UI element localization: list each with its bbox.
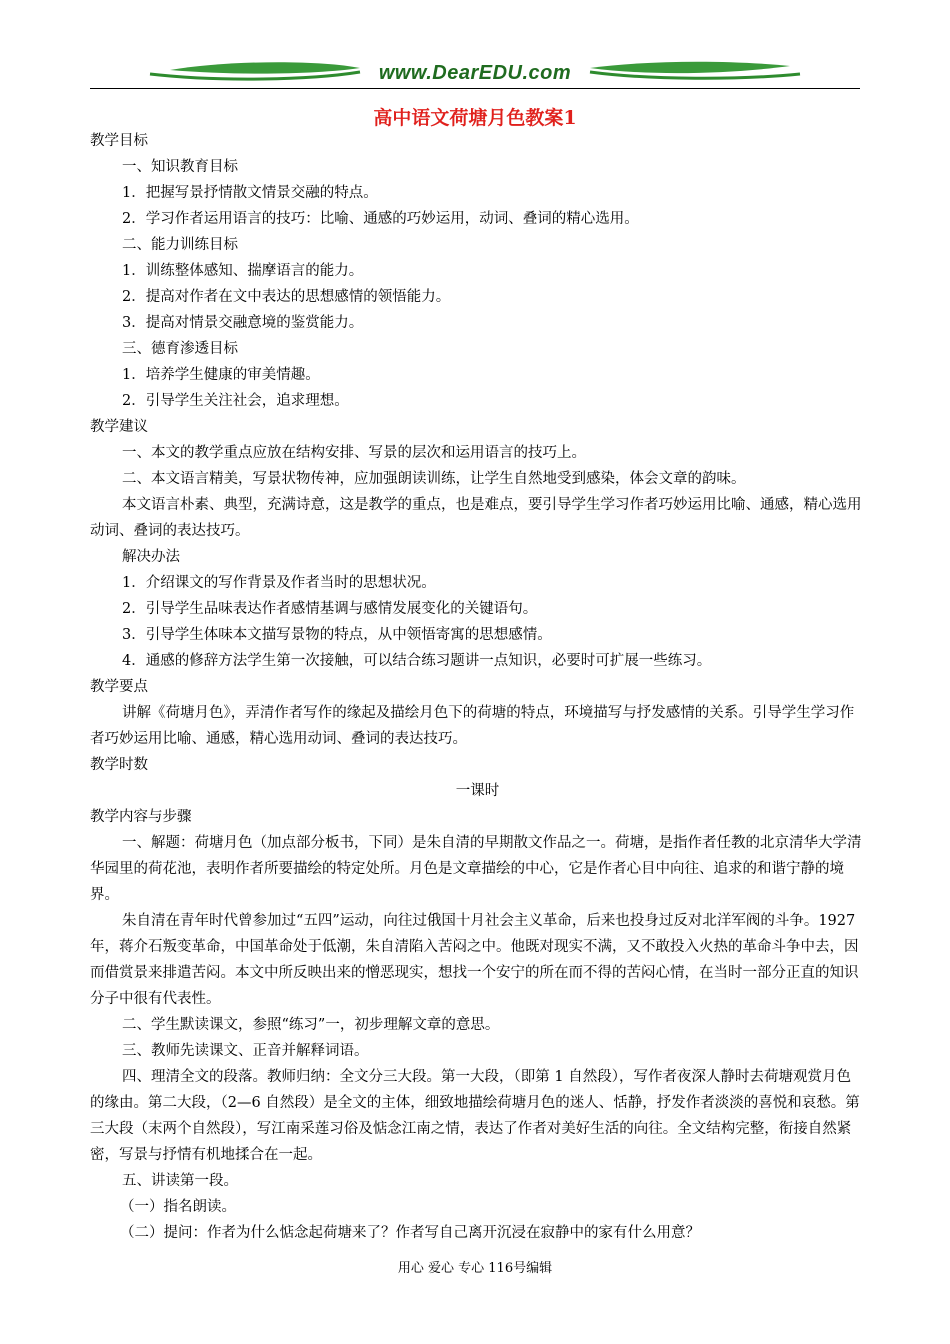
site-url[interactable]: www.DearEDU.com — [378, 62, 572, 84]
list-item: 3．提高对情景交融意境的鉴赏能力。 — [122, 315, 364, 331]
list-item: 2．提高对作者在文中表达的思想感情的领悟能力。 — [122, 289, 451, 305]
header-divider — [90, 88, 860, 89]
list-item: （二）提问：作者为什么惦念起荷塘来了？作者写自己离开沉浸在寂静中的家有什么用意？ — [120, 1225, 700, 1241]
page-title: 高中语文荷塘月色教案1 — [373, 107, 577, 129]
paragraph: 一、本文的教学重点应放在结构安排、写景的层次和运用语言的技巧上。 — [122, 445, 586, 461]
subheading: 一、知识教育目标 — [122, 159, 238, 175]
list-item: 3．引导学生体味本文描写景物的特点，从中领悟寄寓的思想感情。 — [122, 627, 552, 643]
paragraph: 本文语言朴素、典型，充满诗意，这是教学的重点，也是难点，要引导学生学习作者巧妙运用比喻、通感，精心选用动词、叠词的表达技巧。 — [90, 497, 862, 539]
section-heading: 教学要点 — [90, 679, 148, 695]
subheading: 解决办法 — [122, 549, 180, 565]
paragraph: 四、理清全文的段落。教师归纳：全文分三大段。第一大段，（即第 1 自然段），写作者夜深人静时去荷塘观赏月色的缘由。第二大段，（2—6 自然段）是全文的主体，细致地描绘荷塘月色的迷人、恬静，抒发作者淡淡的喜悦和哀愁。第三大段（末两个自然段），写江南采莲习俗及惦念江南之情，表达了作者对美好生活的向往。全文结构完整，衔接自然紧密，写景与抒情有机地揉合在一起。 — [90, 1069, 860, 1163]
section-heading: 教学时数 — [90, 757, 148, 773]
paragraph: 一、解题：荷塘月色（加点部分板书，下同）是朱自清的早期散文作品之一。荷塘，是指作者任教的北京清华大学清华园里的荷花池，表明作者所要描绘的特定处所。月色是文章描绘的中心，它是作者心目中向往、追求的和谐宁静的境界。 — [90, 835, 862, 903]
list-item: 2．学习作者运用语言的技巧：比喻、通感的巧妙运用，动词、叠词的精心选用。 — [122, 211, 639, 227]
section-heading: 教学目标 — [90, 133, 148, 149]
paragraph: 二、学生默读课文，参照“练习”一，初步理解文章的意思。 — [122, 1017, 500, 1033]
list-item: 1．把握写景抒情散文情景交融的特点。 — [122, 185, 378, 201]
list-item: 1．培养学生健康的审美情趣。 — [122, 367, 320, 383]
list-item: 1．介绍课文的写作背景及作者当时的思想状况。 — [122, 575, 436, 591]
subheading: 三、德育渗透目标 — [122, 341, 238, 357]
paragraph: 二、本文语言精美，写景状物传神，应加强朗读训练，让学生自然地受到感染，体会文章的韵味。 — [122, 471, 746, 487]
paragraph: 五、讲读第一段。 — [122, 1173, 238, 1189]
list-item: （一）指名朗读。 — [120, 1199, 236, 1215]
paragraph: 讲解《荷塘月色》，弄清作者写作的缘起及描绘月色下的荷塘的特点，环境描写与抒发感情的关系。引导学生学习作者巧妙运用比喻、通感，精心选用动词、叠词的表达技巧。 — [90, 705, 855, 747]
section-heading: 教学建议 — [90, 419, 148, 435]
list-item: 4．通感的修辞方法学生第一次接触，可以结合练习题讲一点知识，必要时可扩展一些练习。 — [122, 653, 712, 669]
list-item: 2．引导学生关注社会，追求理想。 — [122, 393, 349, 409]
lesson-count: 一课时 — [455, 783, 500, 799]
section-heading: 教学内容与步骤 — [90, 809, 192, 825]
page-footer: 用心 爱心 专心 116号编辑 — [397, 1261, 553, 1276]
site-header — [90, 56, 860, 90]
list-item: 2．引导学生品味表达作者感情基调与感情发展变化的关键语句。 — [122, 601, 538, 617]
paragraph: 三、教师先读课文、正音并解释词语。 — [122, 1043, 369, 1059]
subheading: 二、能力训练目标 — [122, 237, 238, 253]
paragraph: 朱自清在青年时代曾参加过“五四”运动，向往过俄国十月社会主义革命，后来也投身过反对北洋军阀的斗争。1927年，蒋介石叛变革命，中国革命处于低潮，朱自清陷入苦闷之中。他既对现实不满，又不敢投入火热的革命斗争中去，因而借赏景来排遣苦闷。本文中所反映出来的憎恶现实，想找一个安宁的所在而不得的苦闷心情，在当时一部分正直的知识分子中很有代表性。 — [90, 913, 859, 1007]
document-body — [90, 128, 865, 1246]
list-item: 1．训练整体感知、揣摩语言的能力。 — [122, 263, 364, 279]
